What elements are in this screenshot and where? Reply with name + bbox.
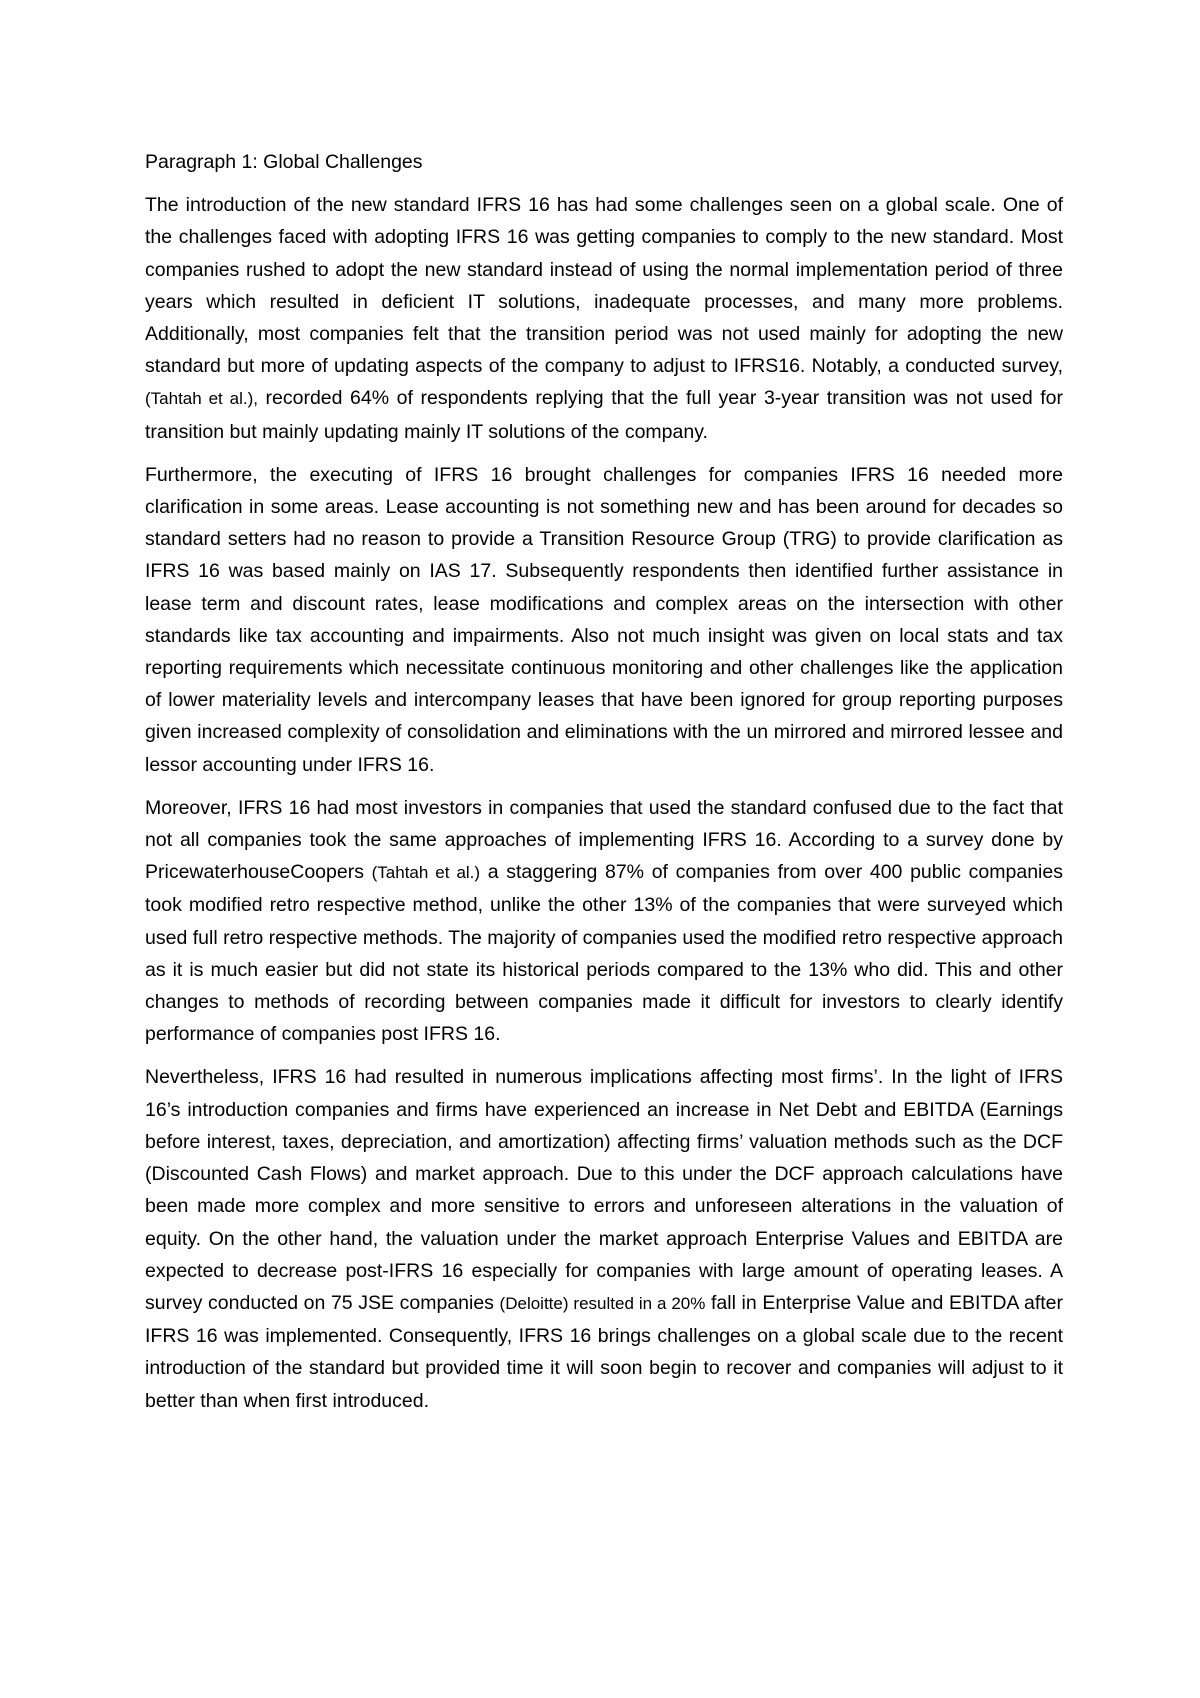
paragraph-text: fall in Enterprise Value and EBITDA after IFRS 16 was implemented. Consequently, IFRS 16 brings challenges on a global scale due to the recent introduction of the standard but provided time it will soon begin to recover and companies will adjust to it better than when first introduced.	[145, 1291, 1063, 1412]
paragraph-investors	[145, 792, 1063, 1051]
paragraph-clarification	[145, 459, 1063, 781]
paragraph-heading: Paragraph 1: Global Challenges	[145, 151, 423, 173]
citation: (Tahtah et al.),	[145, 389, 258, 409]
paragraph-global-challenges	[145, 189, 1063, 448]
citation: (Tahtah et al.)	[371, 863, 481, 883]
paragraph-text: recorded 64% of respondents replying that the full year 3-year transition was not used for transition but mainly updating mainly IT solutions of the company.	[145, 387, 1063, 443]
document-body	[145, 146, 1063, 1428]
paragraph-implications	[145, 1061, 1063, 1416]
citation: (Deloitte) resulted in a 20%	[499, 1293, 706, 1313]
paragraph-text: Nevertheless, IFRS 16 had resulted in numerous implications affecting most firms’. In the light of IFRS 16’s introduction companies and firms have experienced an increase in Net Debt and EBITDA (Earnings before interest, taxes, depreciation, and amortization) affecting firms’ valuation methods such as the DCF (Discounted Cash Flows) and market approach. Due to this under the DCF approach calculations have been made more complex and more sensitive to errors and unforeseen alterations in the valuation of equity. On the other hand, the valuation under the market approach Enterprise Values and EBITDA are expected to decrease post-IFRS 16 especially for companies with large amount of operating leases. A survey conducted on 75 JSE companies	[145, 1066, 1063, 1314]
paragraph-text: Moreover, IFRS 16 had most investors in companies that used the standard confused due to the fact that not all companies took the same approaches of implementing IFRS 16. According to a survey done by PricewaterhouseCoopers	[145, 796, 1063, 884]
paragraph-text: The introduction of the new standard IFRS 16 has had some challenges seen on a global scale. One of the challenges faced with adopting IFRS 16 was getting companies to comply to the new standard. Most companies rushed to adopt the new standard instead of using the normal implementation period of three years which resulted in deficient IT solutions, inadequate processes, and many more problems. Additionally, most companies felt that the transition period was not used mainly for adopting the new standard but more of updating aspects of the company to adjust to IFRS16. Notably, a conducted survey,	[145, 194, 1063, 378]
paragraph-text: a staggering 87% of companies from over 400 public companies took modified retro respective method, unlike the other 13% of the companies that were surveyed which used full retro respective methods. The majority of companies used the modified retro respective approach as it is much easier but did not state its historical periods compared to the 13% who did. This and other changes to methods of recording between companies made it difficult for investors to clearly identify performance of companies post IFRS 16.	[145, 861, 1063, 1046]
paragraph-text: Furthermore, the executing of IFRS 16 brought challenges for companies IFRS 16 needed more clarification in some areas. Lease accounting is not something new and has been around for decades so standard setters had no reason to provide a Transition Resource Group (TRG) to provide clarification as IFRS 16 was based mainly on IAS 17. Subsequently respondents then identified further assistance in lease term and discount rates, lease modifications and complex areas on the intersection with other standards like tax accounting and impairments. Also not much insight was given on local stats and tax reporting requirements which necessitate continuous monitoring and other challenges like the application of lower materiality levels and intercompany leases that have been ignored for group reporting purposes given increased complexity of consolidation and eliminations with the un mirrored and mirrored lessee and lessor accounting under IFRS 16.	[145, 463, 1063, 776]
